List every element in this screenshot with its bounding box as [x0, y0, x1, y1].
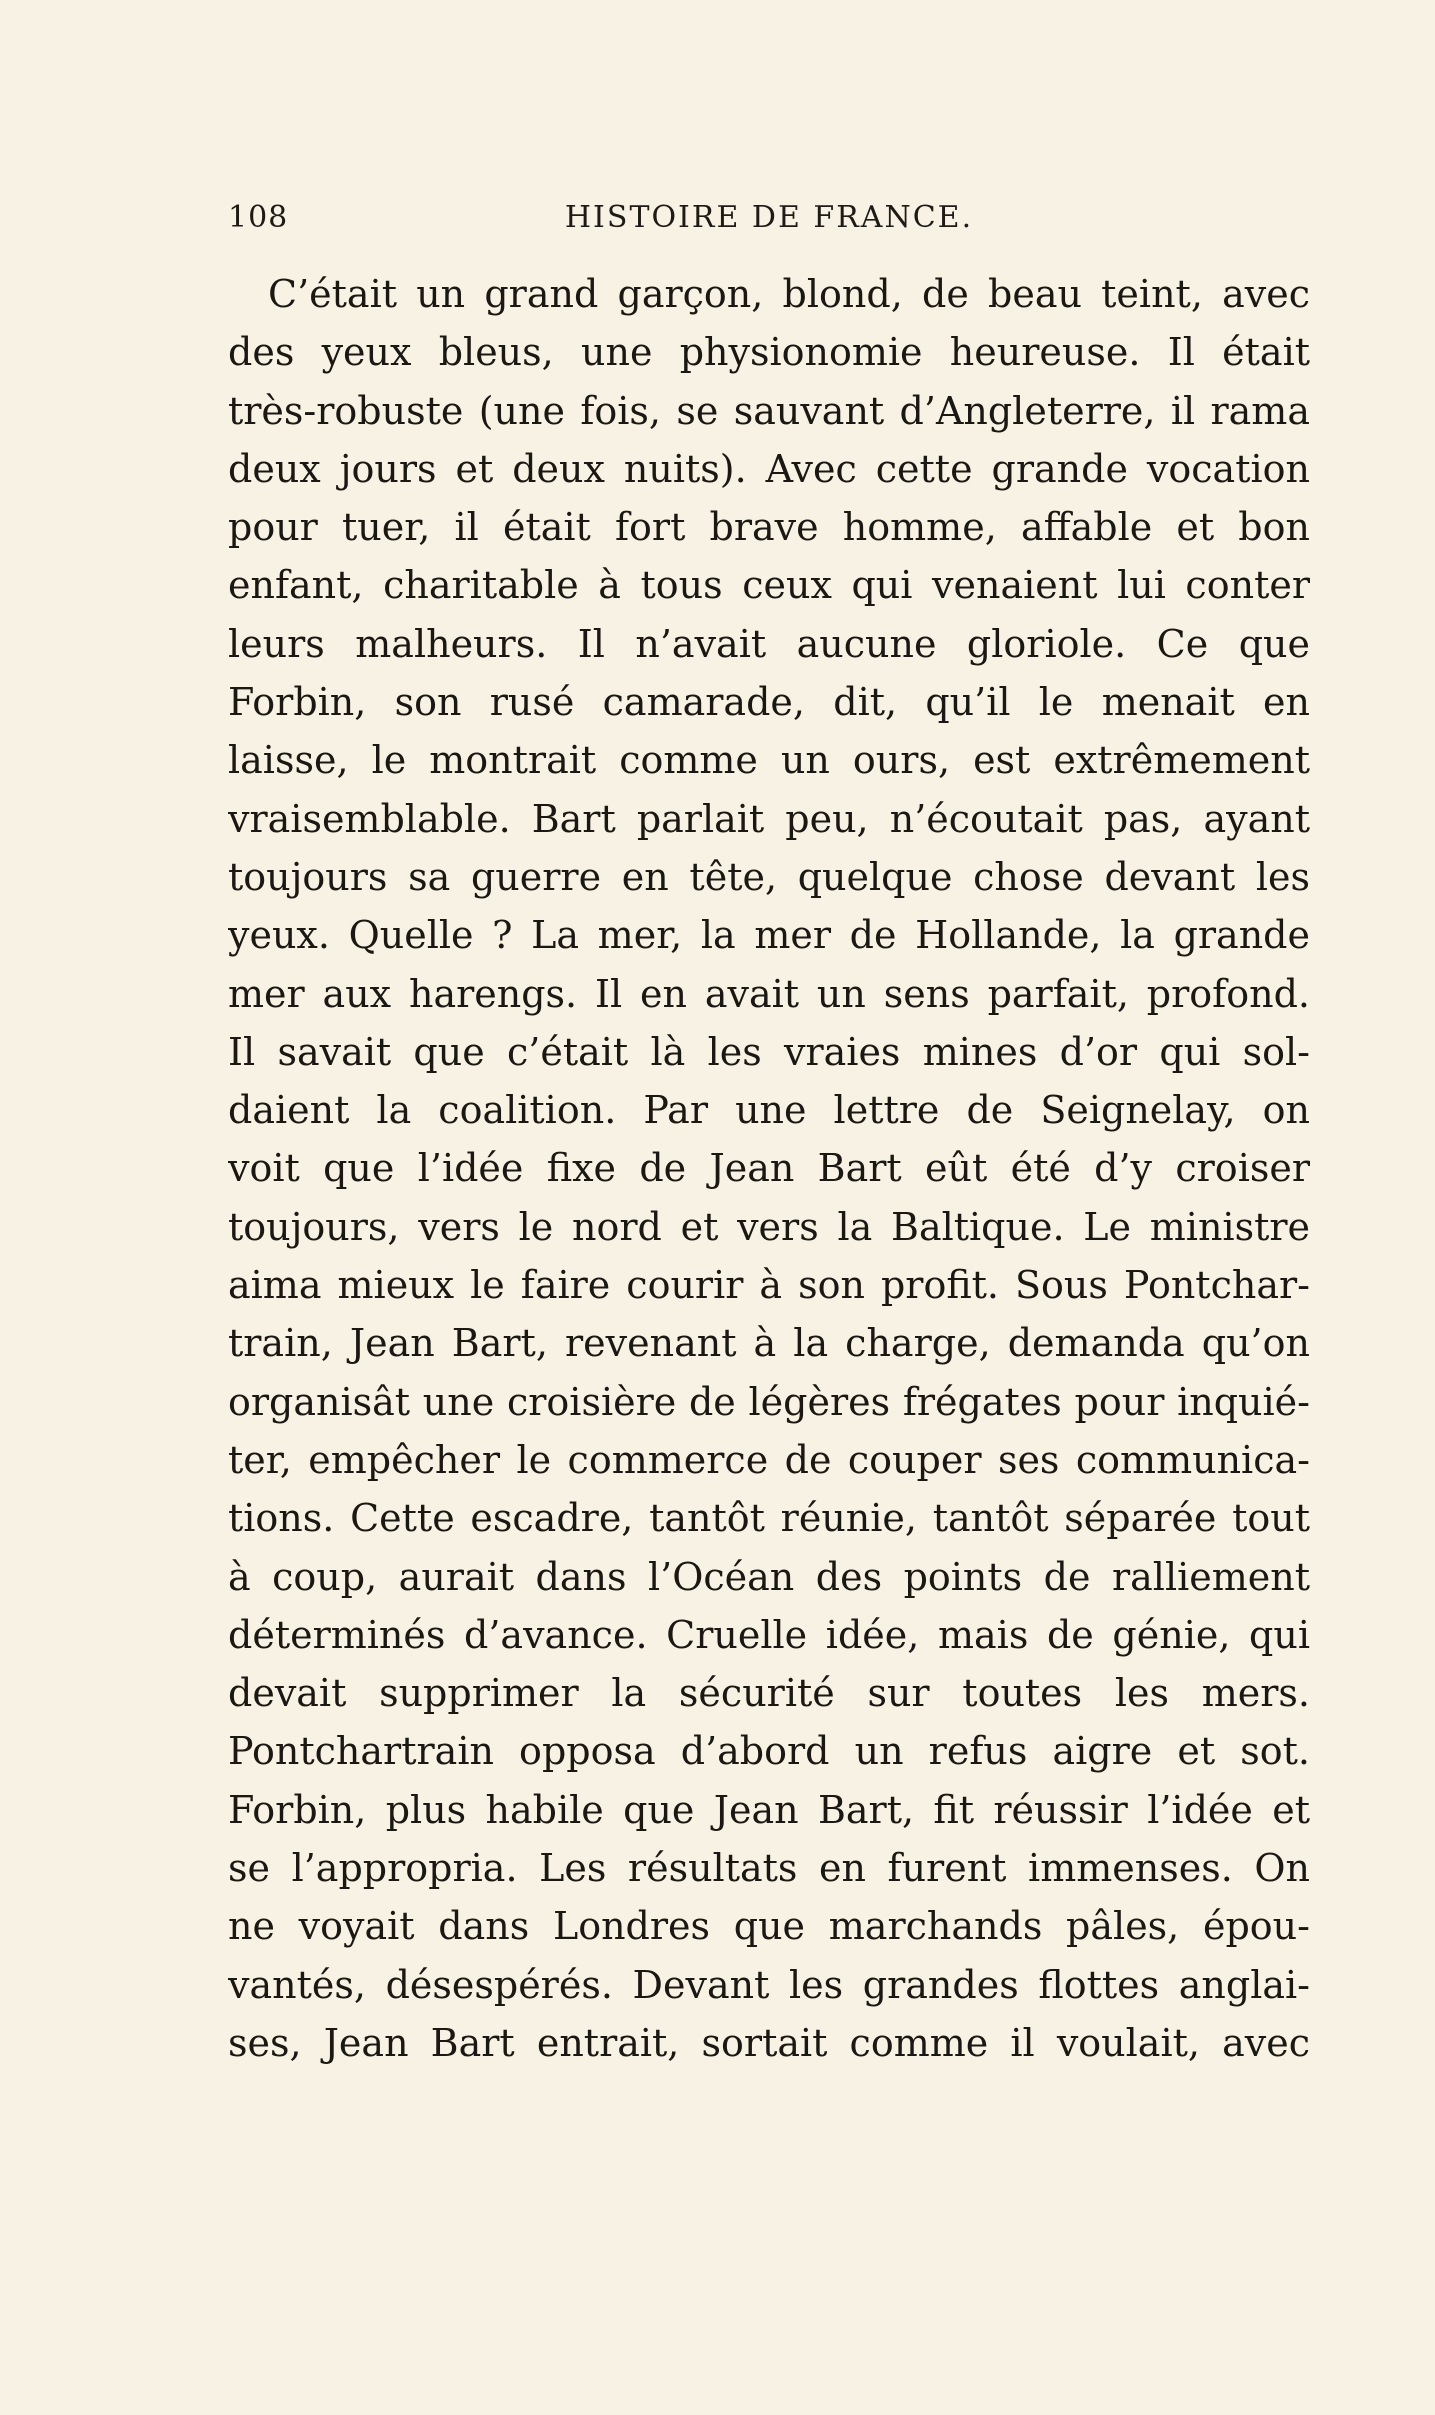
- text-line: yeux. Quelle ? La mer, la mer de Hollande, la grande: [228, 913, 1310, 958]
- text-line: laisse, le montrait comme un ours, est extrêmement: [228, 738, 1310, 783]
- text-line: ter, empêcher le commerce de couper ses communica-: [228, 1437, 1310, 1482]
- text-line: toujours sa guerre en tête, quelque chose devant les: [228, 854, 1310, 899]
- text-line: leurs malheurs. Il n’avait aucune gloriole. Ce que: [228, 621, 1310, 666]
- text-line: vraisemblable. Bart parlait peu, n’écoutait pas, ayant: [228, 796, 1310, 841]
- text-line: très-robuste (une fois, se sauvant d’Angleterre, il rama: [228, 388, 1310, 433]
- running-title: HISTOIRE DE FRANCE.: [564, 200, 974, 235]
- text-line: tions. Cette escadre, tantôt réunie, tantôt séparée tout: [228, 1496, 1310, 1541]
- text-line: mer aux harengs. Il en avait un sens parfait, profond.: [228, 971, 1310, 1016]
- text-line: toujours, vers le nord et vers la Baltique. Le ministre: [228, 1204, 1310, 1249]
- body-text: [228, 265, 1310, 2072]
- text-line: aima mieux le faire courir à son profit. Sous Pontchar-: [228, 1263, 1310, 1308]
- text-line: se l’appropria. Les résultats en furent immenses. On: [228, 1846, 1310, 1891]
- text-line: deux jours et deux nuits). Avec cette grande vocation: [228, 446, 1310, 491]
- text-line: ses, Jean Bart entrait, sortait comme il voulait, avec: [228, 2020, 1310, 2065]
- text-line: vantés, désespérés. Devant les grandes flottes anglai-: [228, 1962, 1310, 2007]
- text-line: C’était un grand garçon, blond, de beau teint, avec: [268, 272, 1310, 316]
- text-line: à coup, aurait dans l’Océan des points de ralliement: [228, 1554, 1310, 1599]
- text-line: Il savait que c’était là les vraies mines d’or qui sol-: [228, 1029, 1310, 1074]
- text-line: ne voyait dans Londres que marchands pâles, épou-: [228, 1904, 1310, 1949]
- text-line: voit que l’idée fixe de Jean Bart eût été d’y croiser: [228, 1146, 1310, 1191]
- text-line: des yeux bleus, une physionomie heureuse. Il était: [228, 330, 1310, 375]
- text-line: déterminés d’avance. Cruelle idée, mais de génie, qui: [228, 1612, 1310, 1657]
- text-line: Pontchartrain opposa d’abord un refus aigre et sot.: [228, 1729, 1310, 1774]
- page-header: [228, 200, 1310, 260]
- text-line: organisât une croisière de légères frégates pour inquié-: [228, 1379, 1310, 1424]
- text-line: devait supprimer la sécurité sur toutes les mers.: [228, 1671, 1310, 1716]
- text-line: daient la coalition. Par une lettre de Seignelay, on: [228, 1088, 1310, 1133]
- page-number: 108: [228, 200, 289, 235]
- text-line: enfant, charitable à tous ceux qui venaient lui conter: [228, 563, 1310, 608]
- text-line: Forbin, son rusé camarade, dit, qu’il le menait en: [228, 680, 1310, 725]
- text-line: Forbin, plus habile que Jean Bart, fit réussir l’idée et: [228, 1787, 1310, 1832]
- text-line: pour tuer, il était fort brave homme, affable et bon: [228, 505, 1310, 550]
- text-line: train, Jean Bart, revenant à la charge, demanda qu’on: [228, 1321, 1310, 1366]
